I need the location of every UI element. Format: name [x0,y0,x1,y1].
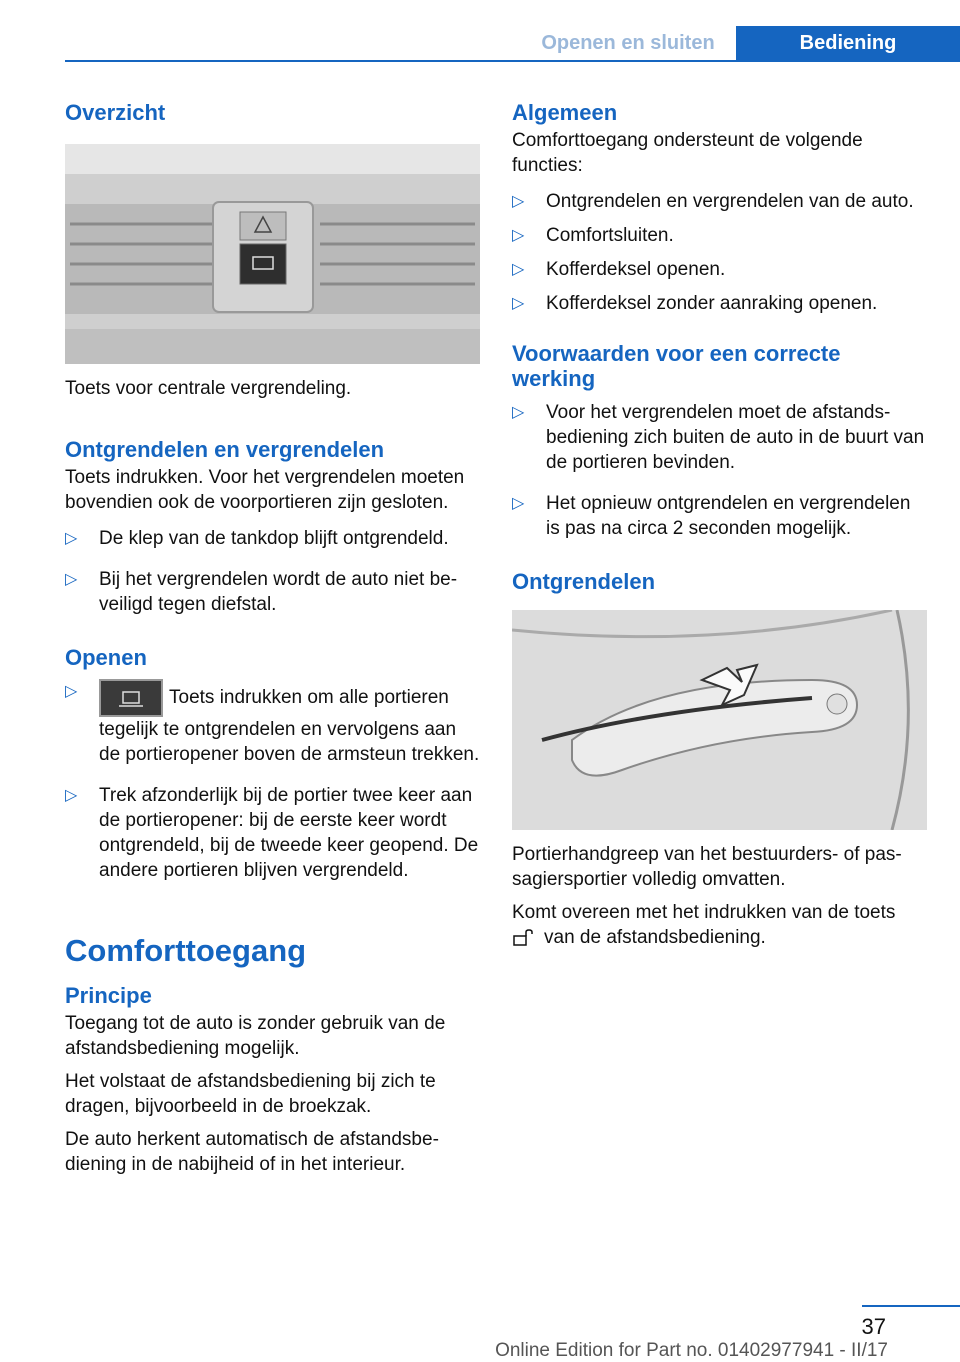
triangle-right-icon: ▷ [512,193,525,210]
central-lock-button-image [65,144,480,364]
general-heading: Algemeen [512,100,618,125]
principle-text-1: Toegang tot de auto is zonder gebruik van de afstandsbediening mogelijk. [65,1013,446,1059]
triangle-right-icon: ▷ [512,404,525,421]
image2-caption: Portierhandgreep van het bestuurders- of passagiersportier volledig omvatten. [512,844,902,890]
page-number: 37 [861,1314,886,1339]
lock-unlock-heading: Ontgrendelen en vergrendelen [65,437,385,462]
open-heading: Openen [65,645,147,670]
list-item: ▷ Bij het vergrendelen wordt de auto niet beveiligd tegen diefstal. [65,569,458,615]
open-list [65,679,480,883]
list-item: ▷ Ontgrendelen en vergrendelen van de auto. [512,191,914,212]
list-item: ▷ Het opnieuw ontgrendelen en vergrendelen is pas na circa 2 seconden mogelijk. [512,493,911,539]
conditions-list [512,400,927,541]
list-item: ▷ Voor het vergrendelen moet de afstandsbediening zich buiten de auto in de buurt van de portieren bevinden. [512,402,925,473]
triangle-right-icon: ▷ [512,227,525,244]
comfort-access-heading: Comforttoegang [65,933,307,968]
unlock-text: Komt overeen met het indrukken van de toets van de afstandsbediening. [512,902,896,948]
triangle-right-icon: ▷ [65,787,78,804]
list-item: ▷ Toets indrukken om alle portieren tegelijk te ontgrendelen en vervolgens aan de portieropener boven de armsteun trekken. [65,679,480,767]
triangle-right-icon: ▷ [65,571,78,588]
list-item: ▷ Comfortsluiten. [512,225,674,246]
tab-section[interactable]: Openen en sluiten [520,26,736,60]
triangle-right-icon: ▷ [65,530,78,547]
header-line [65,60,960,62]
general-list [512,189,927,316]
triangle-right-icon: ▷ [65,683,78,700]
tab-chapter[interactable]: Bediening [736,26,960,60]
list-item: ▷ De klep van de tankdop blijft ontgrendeld. [65,528,449,549]
door-unlock-button-icon [99,679,163,717]
principle-text-2: Het volstaat de afstandsbediening bij zich te dragen, bijvoorbeeld in de broekzak. [65,1071,436,1117]
lock-list [65,526,480,617]
page-number-line [862,1305,960,1307]
lock-unlock-text: Toets indrukken. Voor het vergrendelen moeten bovendien ook de voorportieren zijn gesloten. [65,467,465,513]
left-column [65,100,480,1177]
principle-text-3: De auto herkent automatisch de afstandsbediening in de nabijheid of in het interieur. [65,1129,439,1175]
image1-caption: Toets voor centrale vergrendeling. [65,378,352,399]
list-item: ▷ Trek afzonderlijk bij de portier twee keer aan de portieropener: bij de eerste keer wordt ontgrendeld, bij de tweede keer geopend. De andere portieren blijven vergrendeld. [65,785,479,881]
conditions-heading: Voorwaarden voor een correcte werking [512,341,841,391]
unlock-icon [512,929,538,947]
general-text: Comforttoegang ondersteunt de volgende functies: [512,130,863,176]
list-item: ▷ Kofferdeksel openen. [512,259,726,280]
unlock-heading: Ontgrendelen [512,569,656,594]
principle-heading: Principe [65,983,152,1008]
right-column [512,100,927,950]
triangle-right-icon: ▷ [512,295,525,312]
list-item: ▷ Kofferdeksel zonder aanraking openen. [512,293,878,314]
door-handle-image [512,610,927,830]
triangle-right-icon: ▷ [512,261,525,278]
triangle-right-icon: ▷ [512,495,525,512]
edition-footer: Online Edition for Part no. 01402977941 - II/17 [495,1340,888,1361]
overview-heading: Overzicht [65,100,166,125]
